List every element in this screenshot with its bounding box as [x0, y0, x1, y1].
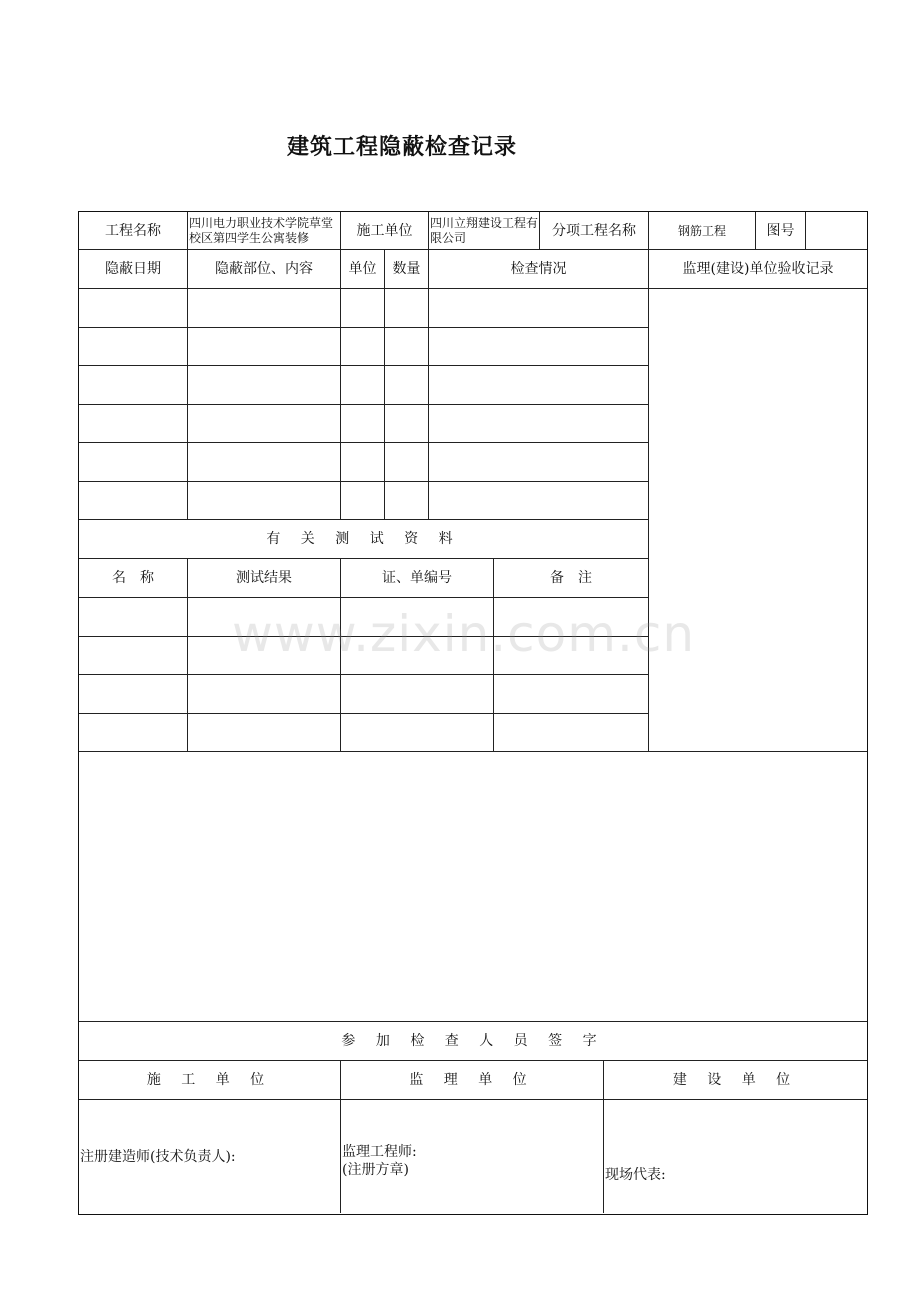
- unit-cell[interactable]: [341, 482, 385, 521]
- quantity-cell[interactable]: [385, 366, 429, 405]
- test-remark-cell[interactable]: [494, 637, 649, 676]
- test-col-remark: 备 注: [494, 559, 649, 598]
- test-remark-cell[interactable]: [494, 714, 649, 753]
- unit-cell[interactable]: [341, 289, 385, 328]
- supervision-record-cell[interactable]: [649, 289, 867, 752]
- test-col-name: 名 称: [79, 559, 188, 598]
- contractor-sign-label: 注册建造师(技术负责人):: [80, 1148, 236, 1165]
- inspection-cell[interactable]: [429, 482, 649, 521]
- test-col-result: 测试结果: [188, 559, 341, 598]
- quantity-cell[interactable]: [385, 328, 429, 367]
- test-result-cell[interactable]: [188, 714, 341, 753]
- unit-cell[interactable]: [341, 328, 385, 367]
- sign-col-owner: 建 设 单 位: [604, 1061, 867, 1100]
- sign-col-supervisor: 监 理 单 位: [341, 1061, 604, 1100]
- location-cell[interactable]: [188, 328, 341, 367]
- contractor-sign-area[interactable]: [79, 1100, 341, 1213]
- test-result-cell[interactable]: [188, 675, 341, 714]
- col-date: 隐蔽日期: [79, 250, 188, 289]
- drawing-no-value[interactable]: [806, 212, 867, 250]
- project-name-value[interactable]: 四川电力职业技术学院草堂校区第四学生公寓装修: [188, 212, 341, 250]
- test-name-cell[interactable]: [79, 675, 188, 714]
- date-cell[interactable]: [79, 328, 188, 367]
- sub-project-value[interactable]: 钢筋工程: [649, 212, 756, 250]
- location-cell[interactable]: [188, 289, 341, 328]
- quantity-cell[interactable]: [385, 482, 429, 521]
- test-name-cell[interactable]: [79, 637, 188, 676]
- inspection-cell[interactable]: [429, 366, 649, 405]
- quantity-cell[interactable]: [385, 289, 429, 328]
- test-cert-cell[interactable]: [341, 598, 494, 637]
- owner-sign-area[interactable]: [604, 1100, 867, 1213]
- notes-area[interactable]: [79, 752, 867, 1022]
- sign-col-contractor: 施 工 单 位: [79, 1061, 341, 1100]
- test-name-cell[interactable]: [79, 598, 188, 637]
- signatures-title: 参 加 检 查 人 员 签 字: [79, 1022, 867, 1061]
- test-remark-cell[interactable]: [494, 675, 649, 714]
- inspection-cell[interactable]: [429, 328, 649, 367]
- unit-cell[interactable]: [341, 366, 385, 405]
- col-location: 隐蔽部位、内容: [188, 250, 341, 289]
- col-inspection: 检查情况: [429, 250, 649, 289]
- contractor-label: 施工单位: [341, 212, 429, 250]
- test-result-cell[interactable]: [188, 637, 341, 676]
- inspection-record-table: [78, 211, 868, 1215]
- col-unit: 单位: [341, 250, 385, 289]
- location-cell[interactable]: [188, 443, 341, 482]
- sub-project-label: 分项工程名称: [540, 212, 649, 250]
- date-cell[interactable]: [79, 366, 188, 405]
- inspection-cell[interactable]: [429, 405, 649, 444]
- quantity-cell[interactable]: [385, 405, 429, 444]
- unit-cell[interactable]: [341, 443, 385, 482]
- test-remark-cell[interactable]: [494, 598, 649, 637]
- col-supervision-record: 监理(建设)单位验收记录: [649, 250, 867, 289]
- drawing-no-label: 图号: [756, 212, 806, 250]
- test-section-title: 有 关 测 试 资 料: [79, 520, 649, 559]
- test-col-cert: 证、单编号: [341, 559, 494, 598]
- supervisor-sign-label: 监理工程师:: [342, 1143, 417, 1160]
- supervisor-sign-area[interactable]: [341, 1100, 604, 1213]
- page-title: 建筑工程隐蔽检查记录: [287, 135, 518, 160]
- test-name-cell[interactable]: [79, 714, 188, 753]
- date-cell[interactable]: [79, 289, 188, 328]
- inspection-cell[interactable]: [429, 443, 649, 482]
- date-cell[interactable]: [79, 405, 188, 444]
- watermark: www.zixin.com.cn: [232, 605, 696, 663]
- location-cell[interactable]: [188, 366, 341, 405]
- location-cell[interactable]: [188, 482, 341, 521]
- inspection-cell[interactable]: [429, 289, 649, 328]
- test-cert-cell[interactable]: [341, 714, 494, 753]
- location-cell[interactable]: [188, 405, 341, 444]
- date-cell[interactable]: [79, 443, 188, 482]
- owner-sign-label: 现场代表:: [605, 1166, 666, 1183]
- date-cell[interactable]: [79, 482, 188, 521]
- quantity-cell[interactable]: [385, 443, 429, 482]
- contractor-value[interactable]: 四川立翔建设工程有限公司: [429, 212, 540, 250]
- supervisor-seal-label: (注册方章): [342, 1161, 409, 1178]
- col-quantity: 数量: [385, 250, 429, 289]
- test-cert-cell[interactable]: [341, 675, 494, 714]
- test-cert-cell[interactable]: [341, 637, 494, 676]
- project-name-label: 工程名称: [79, 212, 188, 250]
- unit-cell[interactable]: [341, 405, 385, 444]
- test-result-cell[interactable]: [188, 598, 341, 637]
